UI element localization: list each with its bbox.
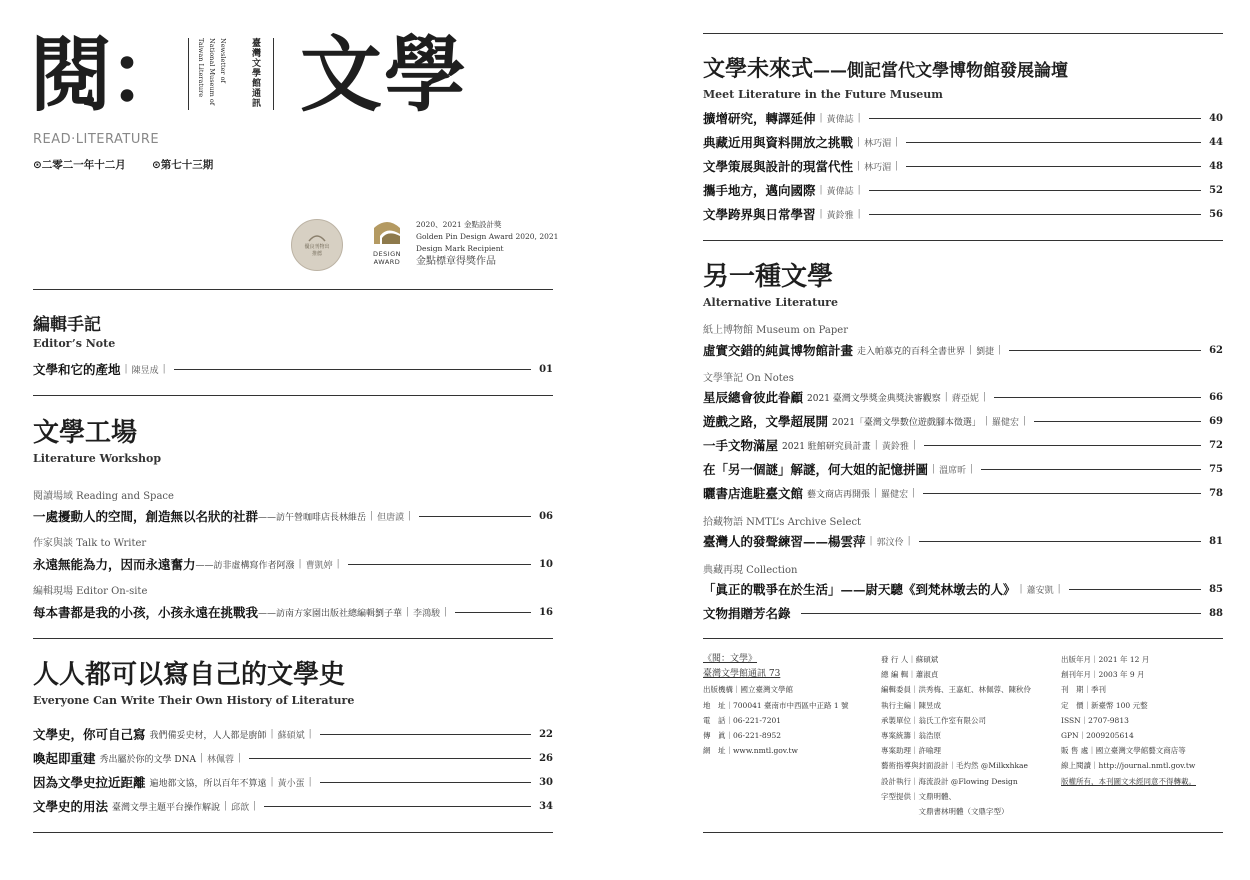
right-divider-3 (703, 638, 1223, 639)
entry-subtitle: 遍地都文協，所以百年不算遠 (149, 778, 267, 789)
entry-page: 81 (1209, 535, 1223, 547)
masthead-divider-2 (273, 38, 274, 110)
entry-page: 69 (1209, 415, 1223, 427)
entry-author: 黃鈴雅 (881, 441, 909, 452)
entry-page: 40 (1209, 112, 1223, 124)
leader-line (174, 369, 531, 370)
category-label: 典藏再現 Collection (703, 565, 798, 576)
entry-page: 06 (539, 510, 553, 522)
toc-entry[interactable]: 文學史的用法 臺灣文學主題平台操作解說 | 邱歆 | 34 (33, 799, 553, 814)
entry-author: 蕭安凱 (1026, 585, 1054, 596)
masthead-divider-1 (188, 38, 189, 110)
future-section-title-suffix: ——側記當代文學博物館發展論壇 (813, 61, 1069, 81)
read-literature-label: READ‧LITERATURE (33, 132, 160, 147)
entry-author: 溫席昕 (939, 465, 967, 476)
colophon-line: 創刊年月｜2003 年 9 月 (1061, 670, 1145, 680)
entry-author: 黃偉誌 (826, 114, 854, 125)
entry-title: 虛實交錯的純眞博物館計畫 (703, 343, 854, 358)
entry-page: 48 (1209, 160, 1223, 172)
toc-entry[interactable]: 星辰總會彼此眷顧 2021 臺灣文學獎金典獎決審觀察 | 蔣亞妮 | 66 (703, 390, 1223, 405)
colophon-line: 承製單位｜翁氏工作室有限公司 (881, 715, 986, 725)
design-word: DESIGN (372, 250, 402, 258)
right-divider-top (703, 33, 1223, 34)
entry-title: 文物捐贈芳名錄 (703, 606, 791, 621)
colophon-line: 地 址｜700041 臺南市中西區中正路 1 號 (703, 700, 849, 710)
leader-line (1034, 421, 1201, 422)
entry-title: 攜手地方，邁向國際 (703, 183, 816, 198)
design-award-logo (368, 220, 406, 270)
entry-page: 44 (1209, 136, 1223, 148)
history-section-subtitle: Everyone Can Write Their Own History of Literature (33, 694, 355, 707)
entry-title: 永遠無能為力，因而永遠奮力 (33, 557, 196, 572)
leader-line (869, 214, 1201, 215)
toc-entry[interactable] (703, 604, 1223, 622)
toc-entry[interactable]: 在「另一個謎」解謎，何大姐的記憶拼圖 | 溫席昕 | 75 (703, 462, 1223, 477)
history-section-title: 人人都可以寫自己的文學史 (33, 660, 346, 690)
entry-author: 蔣亞妮 (951, 393, 979, 404)
award-line: Golden Pin Design Award 2020, 2021 (416, 232, 559, 241)
entry-author: 但唐謨 (377, 512, 405, 523)
entry-title: 文學跨界與日常學習 (703, 207, 816, 222)
entry-page: 34 (539, 800, 553, 812)
leader-line (919, 541, 1201, 542)
colophon-line: 專案統籌｜翁浩原 (881, 730, 941, 740)
entry-subtitle: 2021「臺灣文學數位遊戲腳本徵選」 (832, 417, 981, 428)
seal-text: 推薦 (311, 251, 322, 257)
entry-author: 劉捷 (976, 346, 995, 357)
left-divider-4 (33, 832, 553, 833)
entry-author: 黃鈴雅 (826, 210, 854, 221)
colophon-line: 設計執行｜海流設計 @Flowing Design (881, 776, 1018, 786)
workshop-section-subtitle: Literature Workshop (33, 452, 162, 465)
colophon-line: 販 售 處｜國立臺灣文學館藝文商店等 (1061, 746, 1186, 756)
entry-page: 66 (1209, 391, 1223, 403)
toc-entry[interactable]: 遊戲之路，文學超展開 2021「臺灣文學數位遊戲腳本徵選」 | 羅健宏 | 69 (703, 414, 1223, 429)
colophon-website-link[interactable]: 線上閱讀｜http://journal.nmtl.gov.tw (1061, 761, 1196, 771)
leader-line (923, 493, 1201, 494)
entry-title: 喚起即重建 (33, 751, 96, 766)
leader-line (994, 397, 1201, 398)
colophon-copyright: 版權所有，本刊圖文未經同意不得轉載。 (1061, 776, 1196, 786)
colophon-column-1 (703, 652, 849, 758)
entry-page: 10 (539, 558, 553, 570)
leader-line (455, 612, 531, 613)
toc-entry[interactable]: 一處擾動人的空間，創造無以名狀的社群 ——訪午營咖啡店長林維岳 | 但唐謨 | 06 (33, 509, 553, 524)
entry-title: 擴增研究，轉譯延伸 (703, 111, 816, 126)
left-divider-2 (33, 395, 553, 396)
colophon-line: ISSN｜2707-9813 (1061, 715, 1129, 725)
toc-entry[interactable]: 因為文學史拉近距離 遍地都文協，所以百年不算遠 | 黃小蛋 | 30 (33, 775, 553, 790)
future-section-title: 文學未來式 (703, 57, 814, 82)
colophon-line: GPN｜2009205614 (1061, 730, 1134, 740)
entry-page: 88 (1209, 607, 1223, 619)
entry-title: 因為文學史拉近距離 (33, 775, 146, 790)
category-label: 紙上博物館 Museum on Paper (703, 325, 848, 336)
entry-title: 臺灣人的發聲練習——楊雲萍 (703, 534, 866, 549)
masthead-english-vertical (197, 38, 239, 110)
left-divider-3 (33, 638, 553, 639)
category-label: 閱讀場域 Reading and Space (33, 491, 174, 502)
toc-entry[interactable]: 攜手地方，邁向國際 | 黃偉誌 | 52 (703, 183, 1223, 198)
leader-line (1009, 350, 1201, 351)
colophon-publication-title: 《閱：文學》 (703, 654, 758, 664)
leader-line (906, 166, 1201, 167)
category-label: 作家與談 Talk to Writer (33, 538, 147, 549)
entry-author: 林佩蓉 (207, 754, 235, 765)
entry-author: 陳昱成 (131, 365, 159, 376)
entry-author: 黃偉誌 (826, 186, 854, 197)
entry-page: 62 (1209, 344, 1223, 356)
entry-title: 每本書都是我的小孩，小孩永遠在挑戰我 (33, 605, 259, 620)
entry-subtitle: 2021 駐館研究員計畫 (782, 441, 871, 452)
entry-author: 黃小蛋 (277, 778, 305, 789)
colophon-line: 定 價｜新臺幣 100 元整 (1061, 700, 1148, 710)
entry-title: 文學史的用法 (33, 799, 109, 814)
masthead-title-left: 閱： (30, 28, 187, 123)
golden-pin-icon (372, 220, 402, 246)
toc-entry[interactable]: 一手文物滿屋 2021 駐館研究員計畫 | 黃鈴雅 | 72 (703, 438, 1223, 453)
entry-title: 文學史，你可自己寫 (33, 727, 146, 742)
entry-page: 52 (1209, 184, 1223, 196)
entry-author: 郭汶伶 (876, 537, 904, 548)
issue-date: ⊙二零二一年十二月 (33, 159, 126, 171)
toc-entry[interactable]: 每本書都是我的小孩，小孩永遠在挑戰我 ——訪南方家園出版社總編輯劉子華 | 李鴻駿 | 16 (33, 605, 553, 620)
leader-line (348, 564, 531, 565)
alt-section-title: 另一種文學 (703, 262, 834, 292)
colophon-line: 文鼎書林明體（文鼎字型） (881, 806, 1009, 816)
toc-entry[interactable]: 文學和它的產地 | 陳昱成 | 01 (33, 362, 553, 377)
award-line: 金點標章得獎作品 (416, 256, 496, 267)
future-section-heading (703, 52, 1068, 83)
award-text-block (416, 219, 558, 268)
colophon-column-2 (881, 652, 1031, 819)
colophon-line: 發 行 人｜蘇碩斌 (881, 655, 939, 664)
award-line: 2020、2021 金點設計獎 (416, 220, 502, 229)
right-divider-2 (703, 240, 1223, 241)
seal-text: 優良刊物出 (304, 244, 330, 250)
colophon-line: 執行主編｜陳昱成 (881, 700, 941, 710)
toc-entry[interactable]: 永遠無能為力，因而永遠奮力 ——訪非虛構寫作者阿潑 | 曹凱婷 | 10 (33, 557, 553, 572)
entry-author: 羅健宏 (991, 417, 1019, 428)
colophon-line: 編輯委員｜洪秀梅、王嘉虹、林佩蓉、陳秋伶 (881, 685, 1031, 695)
award-line: Design Mark Recipient (416, 244, 504, 253)
left-divider-1 (33, 289, 553, 290)
future-section-subtitle: Meet Literature in the Future Museum (703, 88, 943, 101)
entry-author: 羅健宏 (881, 489, 909, 500)
colophon-line: 藝術指導與封面設計｜毛灼然 @Milkxhkae (881, 761, 1028, 771)
entry-title: 典藏近用與資料開放之挑戰 (703, 135, 854, 150)
category-label: 文學筆記 On Notes (703, 373, 794, 384)
colophon-line: 出版機構｜國立臺灣文學館 (703, 685, 793, 695)
colophon-line: 電 話｜06-221-7201 (703, 715, 782, 725)
leader-line (869, 118, 1201, 119)
entry-subtitle: 我們備妥史材，人人都是廚師 (149, 730, 267, 741)
right-divider-bottom (703, 832, 1223, 833)
seal-emblem-icon (307, 233, 327, 243)
leader-line (869, 190, 1201, 191)
colophon-line: 刊 期｜季刊 (1061, 685, 1106, 695)
colophon-line: 字型提供｜文鼎明體、 (881, 791, 956, 801)
issue-number: ⊙第七十三期 (152, 159, 214, 171)
entry-subtitle: 走入帕慕克的百科全書世界 (857, 346, 966, 357)
toc-entry[interactable]: 臺灣人的發聲練習——楊雲萍 | 郭汶伶 | 81 (703, 534, 1223, 549)
entry-page: 78 (1209, 487, 1223, 499)
entry-title: 文學策展與設計的現當代性 (703, 159, 854, 174)
leader-line (320, 782, 531, 783)
toc-entry[interactable]: 「眞正的戰爭在於生活」——尉天驄《到梵林墩去的人》 | 蕭安凱 | 85 (703, 582, 1223, 597)
colophon-line: 網 址｜www.nmtl.gov.tw (703, 746, 798, 756)
entry-title: 文學和它的產地 (33, 362, 121, 377)
workshop-section-title: 文學工場 (33, 418, 138, 448)
toc-entry[interactable]: 文學史，你可自己寫 我們備妥史材，人人都是廚師 | 蘇碩斌 | 22 (33, 727, 553, 742)
leader-line (264, 806, 531, 807)
entry-subtitle: 秀出屬於你的文學 DNA (99, 754, 196, 765)
toc-entry[interactable]: 曬書店進駐臺文館 藝文商店再開張 | 羅健宏 | 78 (703, 486, 1223, 501)
leader-line (801, 613, 1201, 614)
masthead-title-right: 文學 (300, 28, 469, 123)
entry-subtitle: ——訪南方家園出版社總編輯劉子華 (258, 608, 403, 619)
toc-entry[interactable]: 典藏近用與資料開放之挑戰 | 林巧湄 | 44 (703, 135, 1223, 150)
entry-subtitle: ——訪午營咖啡店長林維岳 (258, 512, 367, 523)
alt-section-subtitle: Alternative Literature (703, 296, 838, 309)
vertical-en-line: Taiwan Literature (197, 38, 205, 98)
editor-section-subtitle: Editor’s Note (33, 337, 116, 350)
entry-page: 22 (539, 728, 553, 740)
colophon-line: 專案助理｜許喻理 (881, 746, 941, 756)
recommendation-seal (291, 219, 343, 271)
entry-page: 26 (539, 752, 553, 764)
category-label: 拾藏物語 NMTL’s Archive Select (703, 517, 862, 528)
entry-author: 林巧湄 (864, 162, 892, 173)
colophon-line: 總 編 輯｜蕭淑貞 (881, 670, 939, 680)
leader-line (1069, 589, 1201, 590)
entry-subtitle: ——訪非虛構寫作者阿潑 (195, 560, 295, 571)
entry-author: 邱歆 (231, 802, 250, 813)
masthead-chinese-vertical: 臺灣文學館通訊 (250, 38, 260, 108)
entry-title: 「眞正的戰爭在於生活」——尉天驄《到梵林墩去的人》 (703, 582, 1016, 597)
entry-page: 56 (1209, 208, 1223, 220)
colophon-line: 出版年月｜2021 年 12 月 (1061, 655, 1150, 664)
entry-page: 01 (539, 363, 553, 375)
toc-entry[interactable]: 虛實交錯的純眞博物館計畫 走入帕慕克的百科全書世界 | 劉捷 | 62 (703, 343, 1223, 358)
entry-author: 曹凱婷 (305, 560, 333, 571)
category-label: 編輯現場 Editor On-site (33, 586, 148, 597)
entry-title: 一手文物滿屋 (703, 438, 779, 453)
colophon-line: 傳 眞｜06-221-8952 (703, 730, 782, 740)
entry-page: 16 (539, 606, 553, 618)
leader-line (924, 445, 1201, 446)
entry-author: 蘇碩斌 (277, 730, 305, 741)
entry-author: 林巧湄 (864, 138, 892, 149)
entry-page: 30 (539, 776, 553, 788)
entry-subtitle: 臺灣文學主題平台操作解說 (112, 802, 221, 813)
entry-title: 星辰總會彼此眷顧 (703, 390, 804, 405)
entry-page: 72 (1209, 439, 1223, 451)
entry-title: 在「另一個謎」解謎，何大姐的記憶拼圖 (703, 462, 929, 477)
entry-page: 85 (1209, 583, 1223, 595)
entry-subtitle: 2021 臺灣文學獎金典獎決審觀察 (807, 393, 941, 404)
toc-entry[interactable]: 文學策展與設計的現當代性 | 林巧湄 | 48 (703, 159, 1223, 174)
leader-line (419, 516, 531, 517)
leader-line (249, 758, 531, 759)
vertical-en-line: National Museum of (208, 38, 216, 106)
toc-entry[interactable]: 文學跨界與日常學習 | 黃鈴雅 | 56 (703, 207, 1223, 222)
entry-author: 李鴻駿 (413, 608, 441, 619)
toc-entry[interactable]: 喚起即重建 秀出屬於你的文學 DNA | 林佩蓉 | 26 (33, 751, 553, 766)
award-word: AWARD (373, 258, 401, 266)
leader-line (906, 142, 1201, 143)
entry-title: 曬書店進駐臺文館 (703, 486, 804, 501)
colophon-column-3 (1061, 652, 1196, 789)
leader-line (981, 469, 1201, 470)
entry-page: 75 (1209, 463, 1223, 475)
colophon-publication-issue: 臺灣文學館通訊 73 (703, 669, 781, 680)
entry-title: 一處擾動人的空間，創造無以名狀的社群 (33, 509, 259, 524)
entry-title: 遊戲之路，文學超展開 (703, 414, 829, 429)
leader-line (320, 734, 531, 735)
editor-section-title: 編輯手記 (33, 315, 101, 335)
vertical-en-line: Newsletter of (219, 38, 227, 83)
toc-entry[interactable]: 擴增研究，轉譯延伸 | 黃偉誌 | 40 (703, 111, 1223, 126)
entry-subtitle: 藝文商店再開張 (807, 489, 871, 500)
